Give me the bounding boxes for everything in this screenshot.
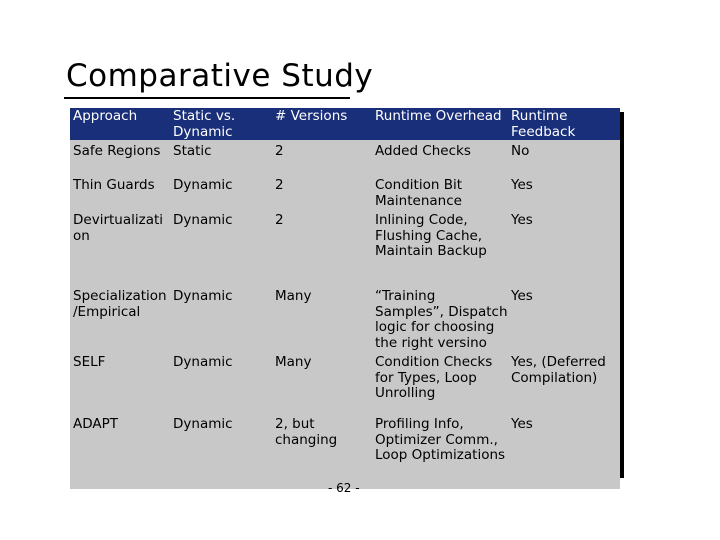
cell-runtime-overhead: Condition Checks for Types, Loop Unrolling (372, 351, 508, 413)
cell-runtime-feedback: Yes, (Deferred Compilation) (508, 351, 620, 413)
comparison-table (70, 108, 620, 474)
cell-versions: 2 (272, 174, 372, 209)
table-row (70, 413, 620, 489)
cell-runtime-overhead: Inlining Code, Flushing Cache, Maintain Backup (372, 209, 508, 285)
cell-approach: Safe Regions (70, 140, 170, 174)
cell-versions: 2 (272, 209, 372, 285)
cell-static-dynamic: Dynamic (170, 174, 272, 209)
cell-static-dynamic: Dynamic (170, 351, 272, 413)
cell-static-dynamic: Static (170, 140, 272, 174)
cell-runtime-overhead: Added Checks (372, 140, 508, 174)
slide-title: Comparative Study (66, 58, 374, 94)
cell-runtime-feedback: Yes (508, 413, 620, 489)
cell-runtime-feedback: Yes (508, 285, 620, 351)
table-row (70, 209, 620, 285)
cell-runtime-overhead: Condition Bit Maintenance (372, 174, 508, 209)
cell-runtime-feedback: Yes (508, 174, 620, 209)
cell-approach: Thin Guards (70, 174, 170, 209)
cell-runtime-feedback: No (508, 140, 620, 174)
header-runtime-overhead: Runtime Overhead (372, 108, 508, 140)
cell-approach: ADAPT (70, 413, 170, 489)
cell-runtime-overhead: “Training Samples”, Dispatch logic for choosing the right versino (372, 285, 508, 351)
cell-versions: Many (272, 351, 372, 413)
cell-runtime-feedback: Yes (508, 209, 620, 285)
header-approach: Approach (70, 108, 170, 140)
table-row (70, 351, 620, 413)
cell-approach: Devirtualization (70, 209, 170, 285)
cell-versions: 2, but changing (272, 413, 372, 489)
cell-static-dynamic: Dynamic (170, 285, 272, 351)
page-number: - 62 - (328, 481, 360, 495)
cell-approach: SELF (70, 351, 170, 413)
table-row (70, 174, 620, 209)
cell-approach: Specialization /Empirical (70, 285, 170, 351)
header-runtime-feedback: Runtime Feedback (508, 108, 620, 140)
cell-versions: Many (272, 285, 372, 351)
table-row (70, 140, 620, 174)
title-underline (64, 97, 350, 99)
cell-versions: 2 (272, 140, 372, 174)
table-row (70, 285, 620, 351)
cell-static-dynamic: Dynamic (170, 413, 272, 489)
header-versions: # Versions (272, 108, 372, 140)
table-header-row (70, 108, 620, 140)
cell-runtime-overhead: Profiling Info, Optimizer Comm., Loop Optimizations (372, 413, 508, 489)
header-static-dynamic: Static vs. Dynamic (170, 108, 272, 140)
cell-static-dynamic: Dynamic (170, 209, 272, 285)
